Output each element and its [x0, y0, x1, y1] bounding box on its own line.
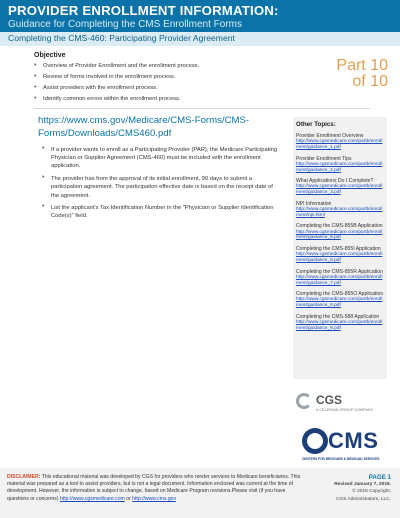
- topic-name: Completing the CMS-855R Application: [296, 268, 383, 275]
- header-section-bar: [0, 32, 400, 46]
- topic-name: Provider Enrollment Overview: [296, 133, 364, 139]
- cms-tagline: CENTERS FOR MEDICARE & MEDICAID SERVICES: [302, 457, 380, 461]
- topic-item: [296, 223, 384, 241]
- company-name: CGS Administrators, LLC.: [336, 496, 391, 502]
- cms-emblem-icon: [302, 428, 328, 454]
- revision-date: Revised January 7, 2016.: [334, 482, 391, 488]
- objective-list: [34, 63, 294, 102]
- topic-link[interactable]: http://www.cgsmedicare.com/partb/enrollment/guidance_6.pdf: [296, 252, 383, 263]
- section-divider: [34, 108, 370, 109]
- cms460-form-link[interactable]: https://www.cms.gov/Medicare/CMS-Forms/CMS-Forms/Downloads/CMS460.pdf: [38, 115, 250, 139]
- topic-link[interactable]: http://www.cgsmedicare.com/partb/enrollment/guidance_1.pdf: [296, 139, 383, 150]
- topic-name: What Applications Do I Complete?: [296, 178, 374, 185]
- disclaimer-label: DISCLAIMER:: [7, 474, 41, 480]
- topic-item: [296, 201, 384, 219]
- header-subtitle: Guidance for Completing the CMS Enrollment Forms: [8, 19, 242, 30]
- topic-item: [296, 246, 384, 264]
- other-topics-title: Other Topics:: [296, 121, 336, 128]
- objective-item: • Identify common errors within the enrollment process.: [34, 96, 294, 102]
- topic-link[interactable]: http://www.cgsmedicare.com/partb/enrollment/guidance_3.pdf: [296, 184, 383, 196]
- topic-item: [296, 269, 384, 287]
- cgs-wordmark: CGS: [316, 393, 343, 407]
- topic-item: [296, 291, 384, 309]
- cms-wordmark: CMS: [328, 428, 379, 453]
- objective-section: [34, 52, 294, 107]
- topic-link[interactable]: http://www.cgsmedicare.com/partb/enrollment/guidance_9.pdf: [296, 320, 383, 331]
- cgs-ring-icon: [296, 393, 312, 409]
- topic-link[interactable]: http://www.cgsmedicare.com/partb/enrollment/guidance_2.pdf: [296, 161, 383, 173]
- topic-link[interactable]: http://www.cgsmedicare.com/partb/enrollment/guidance_5.pdf: [296, 229, 383, 241]
- topic-name: Completing the CMS-855O Application: [296, 291, 384, 298]
- topic-item: [296, 178, 384, 196]
- cgs-logo: [296, 392, 374, 416]
- guidance-item-tin: • List the applicant's Tax Identification Number in the "Physician or Supplier Identification Code(s)" field.: [42, 204, 282, 220]
- cms-website-link[interactable]: http://www.cms.gov: [132, 495, 177, 502]
- cms-logo: [302, 428, 392, 466]
- part-number: Part 10: [336, 57, 388, 74]
- objective-item: • Overview of Provider Enrollment and the enrollment process.: [34, 63, 294, 69]
- disclaimer-text: This educational material was developed by CGS for providers who render services to Medicare beneficiaries. This material was prepared as a tool to assist providers, but is not a legal document. Information enclosed was current at the time of development. However, the information is subject to change, based on Medicare Program revisions.Please visit (if you have questions or concerns): [7, 474, 301, 502]
- topic-link[interactable]: http://www.cgsmedicare.com/partb/enrollment/guidance_7.pdf: [296, 274, 383, 286]
- topic-name: Completing the CMS-855I Application: [296, 246, 381, 253]
- topic-name: Provider Enrollment Tips: [296, 155, 352, 162]
- cgs-tagline: A CELERIAN GROUP COMPANY: [316, 408, 374, 412]
- guidance-list: [42, 146, 282, 225]
- guidance-item-deadline: • The provider has from the approval of its initial enrollment, 90 days to submit a participation agreement. The participation effective date is based on the receipt date of the agreement.: [42, 175, 282, 200]
- page-number: PAGE 1: [368, 474, 391, 481]
- disclaimer: [7, 474, 302, 503]
- part-indicator: [336, 58, 388, 90]
- guidance-item-par: • If a provider wants to enroll as a Participating Provider (PAR), the Medicare Participating Physician or Supplier Agreement (CMS-460) must be included with the enrollment application.: [42, 146, 282, 171]
- page-info: [301, 474, 391, 503]
- topic-name: Completing the CMS-855B Application: [296, 223, 383, 230]
- topic-item: [296, 133, 384, 151]
- section-title: Completing the CMS-460: Participating Provider Agreement: [8, 33, 235, 43]
- topic-link[interactable]: http://www.cgsmedicare.com/partb/enrollment/guidance_8.pdf: [296, 297, 383, 309]
- part-total: of 10: [352, 73, 388, 90]
- topic-item: [296, 156, 384, 174]
- header-title: PROVIDER ENROLLMENT INFORMATION:: [8, 3, 279, 18]
- copyright: © 2016 Copyright,: [352, 489, 391, 495]
- objective-item: • Assist providers with the enrollment process.: [34, 85, 294, 91]
- page-header: [0, 0, 400, 46]
- topic-link[interactable]: http://www.cgsmedicare.com/partb/enrollment/npi.html: [296, 207, 383, 218]
- objective-title: Objective: [34, 52, 66, 59]
- other-topics-sidebar: [293, 117, 387, 379]
- topic-name: Completing the CMS-588 Application: [296, 313, 380, 320]
- objective-item: • Review of forms involved in the enrollment process.: [34, 74, 294, 80]
- disclaimer-or: or: [126, 495, 131, 502]
- cgs-website-link[interactable]: http://www.cgsmedicare.com: [59, 495, 125, 502]
- topic-item: [296, 314, 384, 332]
- page-footer: [0, 468, 400, 518]
- topic-name: NPI Information: [296, 200, 332, 207]
